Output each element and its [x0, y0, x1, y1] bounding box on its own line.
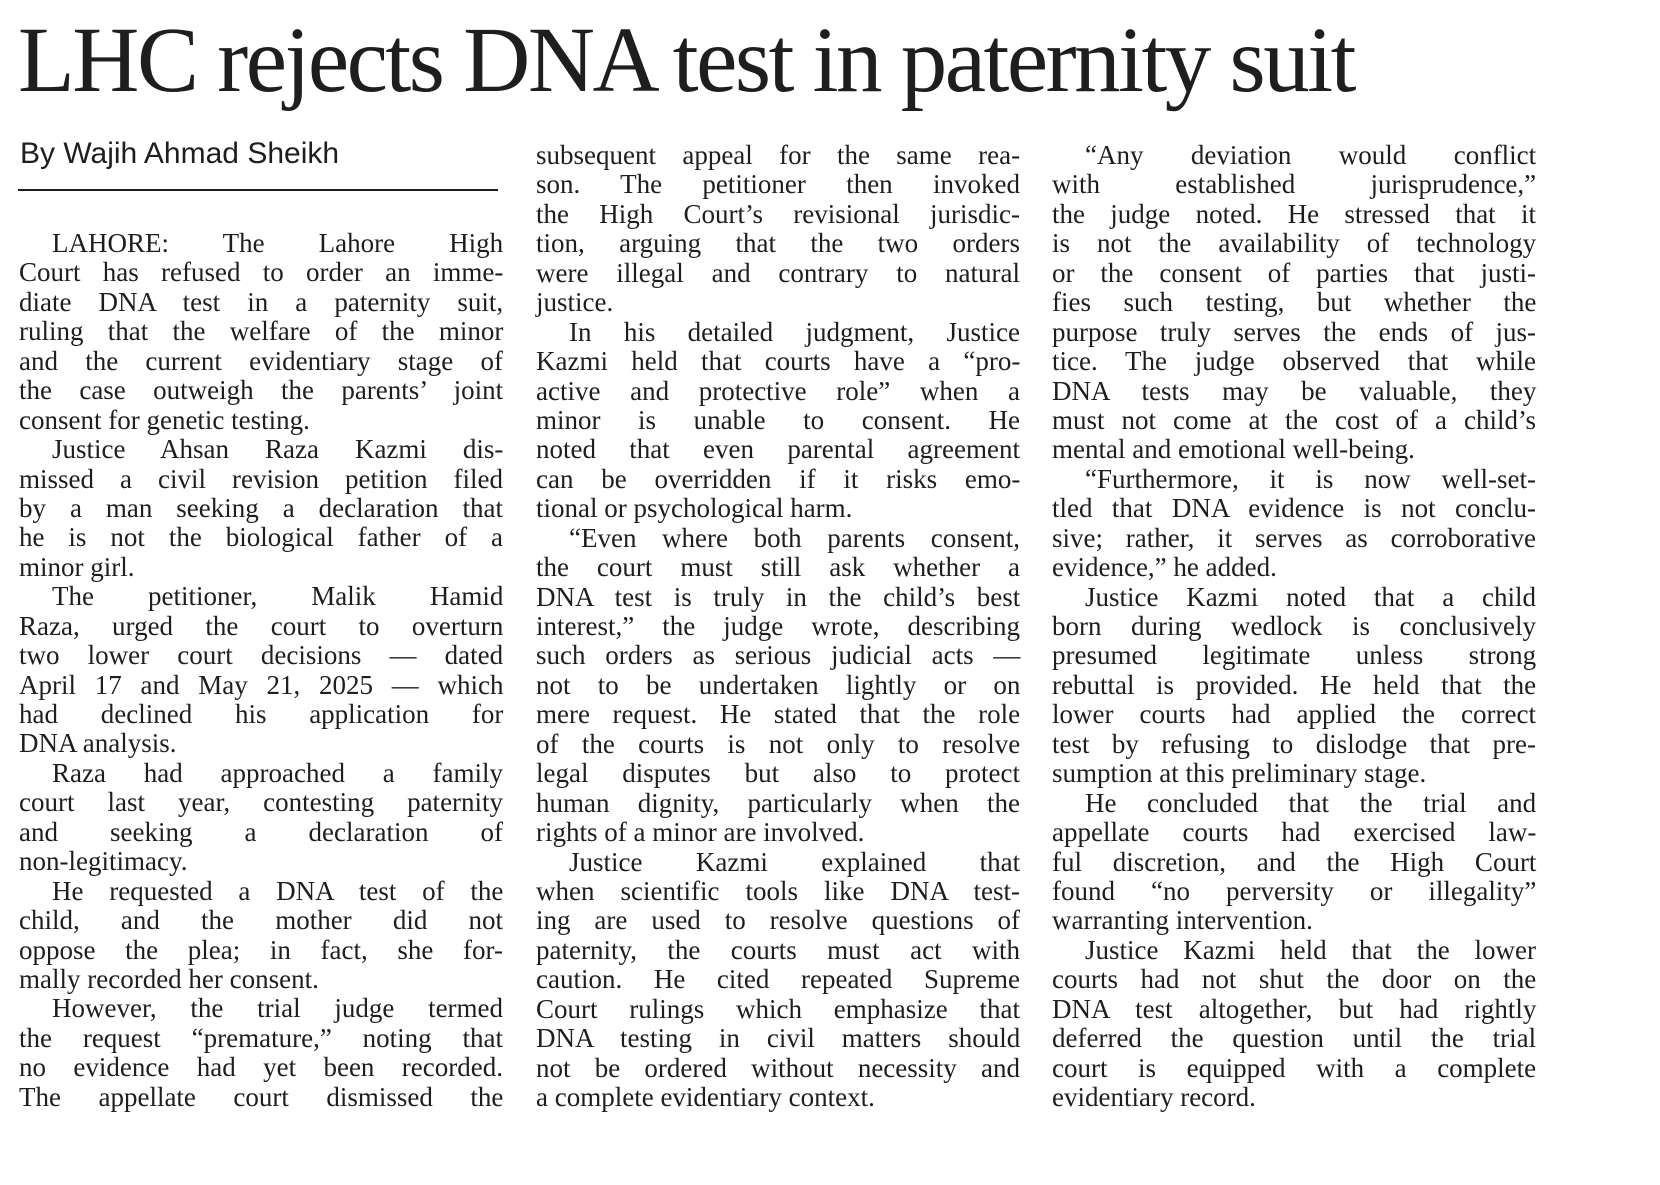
article-text-line: Court has refused to order an imme-	[19, 257, 504, 288]
article-text-line: appellate courts had exercised law-	[1052, 817, 1537, 848]
article-text-line: he is not the biological father of a	[19, 522, 503, 553]
article-text-line: consent for genetic testing.	[19, 404, 310, 435]
article-text-line: ful discretion, and the High Court	[1052, 846, 1537, 877]
article-text-line: with established jurisprudence,”	[1052, 169, 1537, 200]
article-text-line: “Furthermore, it is now well-set-	[1085, 463, 1536, 494]
article-text-line: “Any deviation would conflict	[1085, 140, 1537, 170]
article-text-line: subsequent appeal for the same rea-	[536, 140, 1021, 170]
article-text-line: the court must still ask whether a	[536, 552, 1020, 583]
article-text-line: courts had not shut the door on the	[1052, 964, 1537, 995]
article-text-line: He requested a DNA test of the	[52, 875, 504, 906]
article-text-line: can be overridden if it risks emo-	[536, 463, 1021, 494]
article-text-line: rebuttal is provided. He held that the	[1052, 669, 1537, 700]
article-column-1	[19, 229, 503, 1112]
article-text-line: test by refusing to dislodge that pre-	[1052, 728, 1536, 759]
article-text-line: fies such testing, but whether the	[1052, 287, 1537, 318]
article-text-line: DNA analysis.	[19, 728, 177, 759]
article-text-line: child, and the mother did not	[19, 905, 503, 936]
article-text-line: Justice Kazmi explained that	[569, 846, 1021, 877]
article-text-line: court is equipped with a complete	[1052, 1052, 1537, 1083]
article-text-line: minor is unable to consent. He	[536, 404, 1020, 435]
byline: By Wajih Ahmad Sheikh	[20, 137, 340, 170]
article-text-line: had declined his application for	[19, 699, 504, 729]
article-text-line: mere request. He stated that the role	[536, 699, 1021, 730]
article-text-line: ruling that the welfare of the minor	[19, 316, 504, 347]
article-text-line: presumed legitimate unless strong	[1052, 640, 1537, 671]
article-text-line: court last year, contesting paternity	[19, 787, 504, 818]
article-text-line: born during wedlock is conclusively	[1052, 611, 1536, 641]
article-text-line: caution. He cited repeated Supreme	[536, 964, 1020, 995]
article-text-line: active and protective role” when a	[536, 375, 1020, 406]
article-text-line: noted that even parental agreement	[536, 434, 1020, 465]
article-text-line: interest,” the judge wrote, describing	[536, 611, 1020, 641]
article-column-2	[536, 141, 1020, 1112]
article-text-line: mental and emotional well-being.	[1052, 434, 1415, 465]
article-text-line: DNA tests may be valuable, they	[1052, 375, 1537, 406]
article-text-line: evidence,” he added.	[1052, 552, 1277, 583]
article-text-line: not to be undertaken lightly or on	[536, 669, 1021, 700]
article-text-line: lower courts had applied the correct	[1052, 699, 1536, 730]
article-text-line: Court rulings which emphasize that	[536, 993, 1020, 1024]
article-text-line: April 17 and May 21, 2025 — which	[19, 669, 504, 700]
article-text-line: the case outweigh the parents’ joint	[19, 375, 504, 406]
byline-rule	[18, 189, 498, 191]
article-text-line: The petitioner, Malik Hamid	[52, 581, 504, 612]
article-text-line: deferred the question until the trial	[1052, 1023, 1537, 1054]
article-text-line: He concluded that the trial and	[1085, 787, 1537, 818]
article-text-line: tional or psychological harm.	[536, 493, 853, 524]
article-text-line: Raza had approached a family	[52, 757, 503, 788]
article-text-line: rights of a minor are involved.	[536, 817, 865, 848]
article-text-line: the request “premature,” noting that	[19, 1022, 503, 1053]
article-text-line: not be ordered without necessity and	[536, 1052, 1020, 1083]
article-column-3	[1052, 141, 1536, 1112]
article-text-line: tled that DNA evidence is not conclu-	[1052, 493, 1536, 524]
article-text-line: ing are used to resolve questions of	[536, 905, 1020, 936]
article-text-line: DNA test is truly in the child’s best	[536, 581, 1021, 612]
article-text-line: DNA testing in civil matters should	[536, 1023, 1021, 1054]
article-text-line: human dignity, particularly when the	[536, 787, 1020, 818]
article-text-line: legal disputes but also to protect	[536, 758, 1020, 789]
article-text-line: the High Court’s revisional jurisdic-	[536, 198, 1020, 229]
article-text-line: The appellate court dismissed the	[19, 1081, 504, 1112]
article-text-line: or the consent of parties that justi-	[1052, 257, 1536, 288]
article-text-line: purpose truly serves the ends of jus-	[1052, 316, 1536, 347]
article-text-line: Raza, urged the court to overturn	[19, 610, 504, 641]
article-text-line: when scientific tools like DNA test-	[536, 875, 1020, 906]
article-text-line: sive; rather, it serves as corroborative	[1052, 522, 1536, 553]
article-text-line: two lower court decisions — dated	[19, 640, 504, 671]
article-text-line: no evidence had yet been recorded.	[19, 1052, 503, 1083]
article-text-line: is not the availability of technology	[1052, 228, 1537, 259]
article-text-line: the judge noted. He stressed that it	[1052, 198, 1536, 229]
article-text-line: non-legitimacy.	[19, 846, 188, 877]
article-text-line: “Even where both parents consent,	[569, 522, 1020, 553]
article-text-line: of the courts is not only to resolve	[536, 728, 1021, 759]
article-text-line: must not come at the cost of a child’s	[1052, 404, 1536, 435]
article-text-line: were illegal and contrary to natural	[536, 257, 1020, 288]
article-text-line: missed a civil revision petition filed	[19, 463, 503, 494]
article-text-line: warranting intervention.	[1052, 905, 1313, 936]
article-text-line: Justice Ahsan Raza Kazmi dis-	[52, 434, 504, 465]
article-text-line: sumption at this preliminary stage.	[1052, 758, 1427, 789]
article-text-line: Justice Kazmi held that the lower	[1085, 934, 1536, 965]
article-text-line: son. The petitioner then invoked	[536, 169, 1020, 200]
article-text-line: evidentiary record.	[1052, 1082, 1256, 1112]
article-text-line: a complete evidentiary context.	[536, 1082, 875, 1112]
article-text-line: Kazmi held that courts have a “pro-	[536, 346, 1021, 377]
article-text-line: justice.	[536, 287, 614, 318]
article-text-line: found “no perversity or illegality”	[1052, 875, 1537, 906]
article-text-line: DNA test altogether, but had rightly	[1052, 993, 1537, 1024]
article-text-line: tion, arguing that the two orders	[536, 228, 1020, 259]
article-text-line: oppose the plea; in fact, she for-	[19, 934, 503, 965]
article-text-line: tice. The judge observed that while	[1052, 346, 1536, 377]
headline: LHC rejects DNA test in paternity suit	[18, 9, 1354, 112]
article-text-line: and the current evidentiary stage of	[19, 345, 503, 376]
article-text-line: and seeking a declaration of	[19, 816, 503, 847]
article-text-line: LAHORE: The Lahore High	[52, 228, 504, 258]
article-text-line: by a man seeking a declaration that	[19, 492, 503, 523]
article-text-line: such orders as serious judicial acts —	[536, 640, 1021, 671]
article-text-line: minor girl.	[19, 551, 135, 582]
article-text-line: However, the trial judge termed	[52, 993, 504, 1024]
article-text-line: paternity, the courts must act with	[536, 934, 1020, 965]
article-text-line: In his detailed judgment, Justice	[569, 316, 1020, 347]
article-text-line: Justice Kazmi noted that a child	[1085, 581, 1536, 612]
article-text-line: diate DNA test in a paternity suit,	[19, 286, 504, 317]
article-text-line: mally recorded her consent.	[19, 963, 319, 994]
